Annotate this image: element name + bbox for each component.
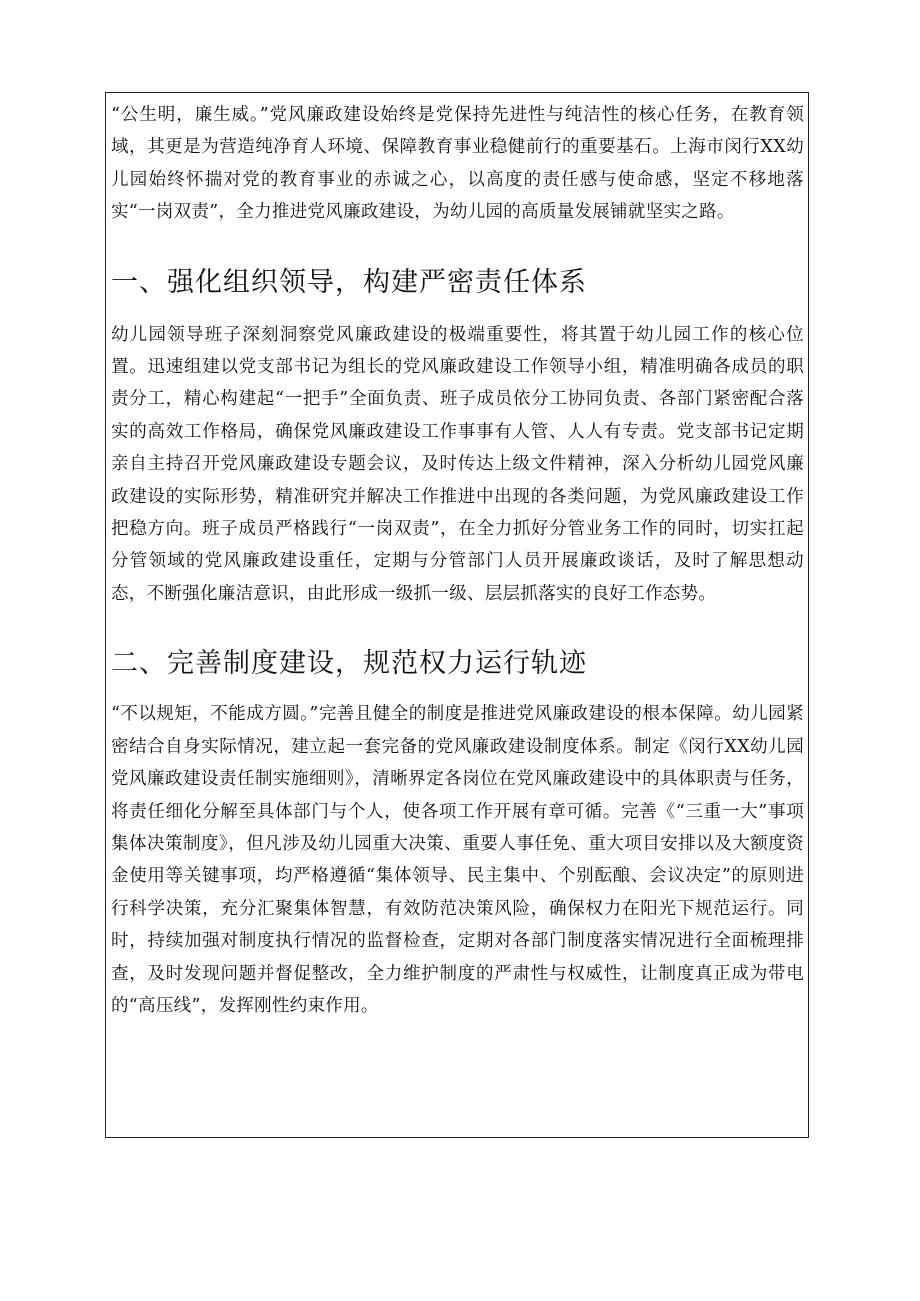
section-2-heading: 二、完善制度建设，规范权力运行轨迹 bbox=[111, 648, 587, 680]
section-1-heading: 一、强化组织领导，构建严密责任体系 bbox=[111, 266, 587, 298]
intro-paragraph: “公生明，廉生威。”党风廉政建设始终是党保持先进性与纯洁性的核心任务，在教育领域，其更是为营造纯净育人环境、保障教育事业稳健前行的重要基石。上海市闵行XX幼儿园始终怀揣对党的教育事业的赤诚之心，以高度的责任感与使命感，坚定不移地落实“一岗双责”，全力推进党风廉政建设，为幼儿园的高质量发展铺就坚实之路。 bbox=[111, 105, 804, 223]
section-1-body: 幼儿园领导班子深刻洞察党风廉政建设的极端重要性，将其置于幼儿园工作的核心位置。迅速组建以党支部书记为组长的党风廉政建设工作领导小组，精准明确各成员的职责分工，精心构建起“一把手”全面负责、班子成员依分工协同负责、各部门紧密配合落实的高效工作格局，确保党风廉政建设工作事事有人管、人人有专责。党支部书记定期亲自主持召开党风廉政建设专题会议，及时传达上级文件精神，深入分析幼儿园党风廉政建设的实际形势，精准研究并解决工作推进中出现的各类问题，为党风廉政建设工作把稳方向。班子成员严格践行“一岗双责”，在全力抓好分管业务工作的同时，切实扛起分管领域的党风廉政建设重任，定期与分管部门人员开展廉政谈话，及时了解思想动态，不断强化廉洁意识，由此形成一级抓一级、层层抓落实的良好工作态势。 bbox=[111, 324, 804, 604]
section-2-body: “不以规矩，不能成方圆。”完善且健全的制度是推进党风廉政建设的根本保障。幼儿园紧密结合自身实际情况，建立起一套完备的党风廉政建设制度体系。制定《闵行XX幼儿园党风廉政建设责任制实施细则》，清晰界定各岗位在党风廉政建设中的具体职责与任务，将责任细化分解至具体部门与个人，使各项工作开展有章可循。完善《“三重一大”事项集体决策制度》，但凡涉及幼儿园重大决策、重要人事任免、重大项目安排以及大额度资金使用等关键事项，均严格遵循“集体领导、民主集中、个别酝酿、会议决定”的原则进行科学决策，充分汇聚集体智慧，有效防范决策风险，确保权力在阳光下规范运行。同时，持续加强对制度执行情况的监督检查，定期对各部门制度落实情况进行全面梳理排查，及时发现问题并督促整改，全力维护制度的严肃性与权威性，让制度真正成为带电的“高压线”，发挥刚性约束作用。 bbox=[111, 704, 804, 1016]
document-frame bbox=[105, 92, 809, 1138]
